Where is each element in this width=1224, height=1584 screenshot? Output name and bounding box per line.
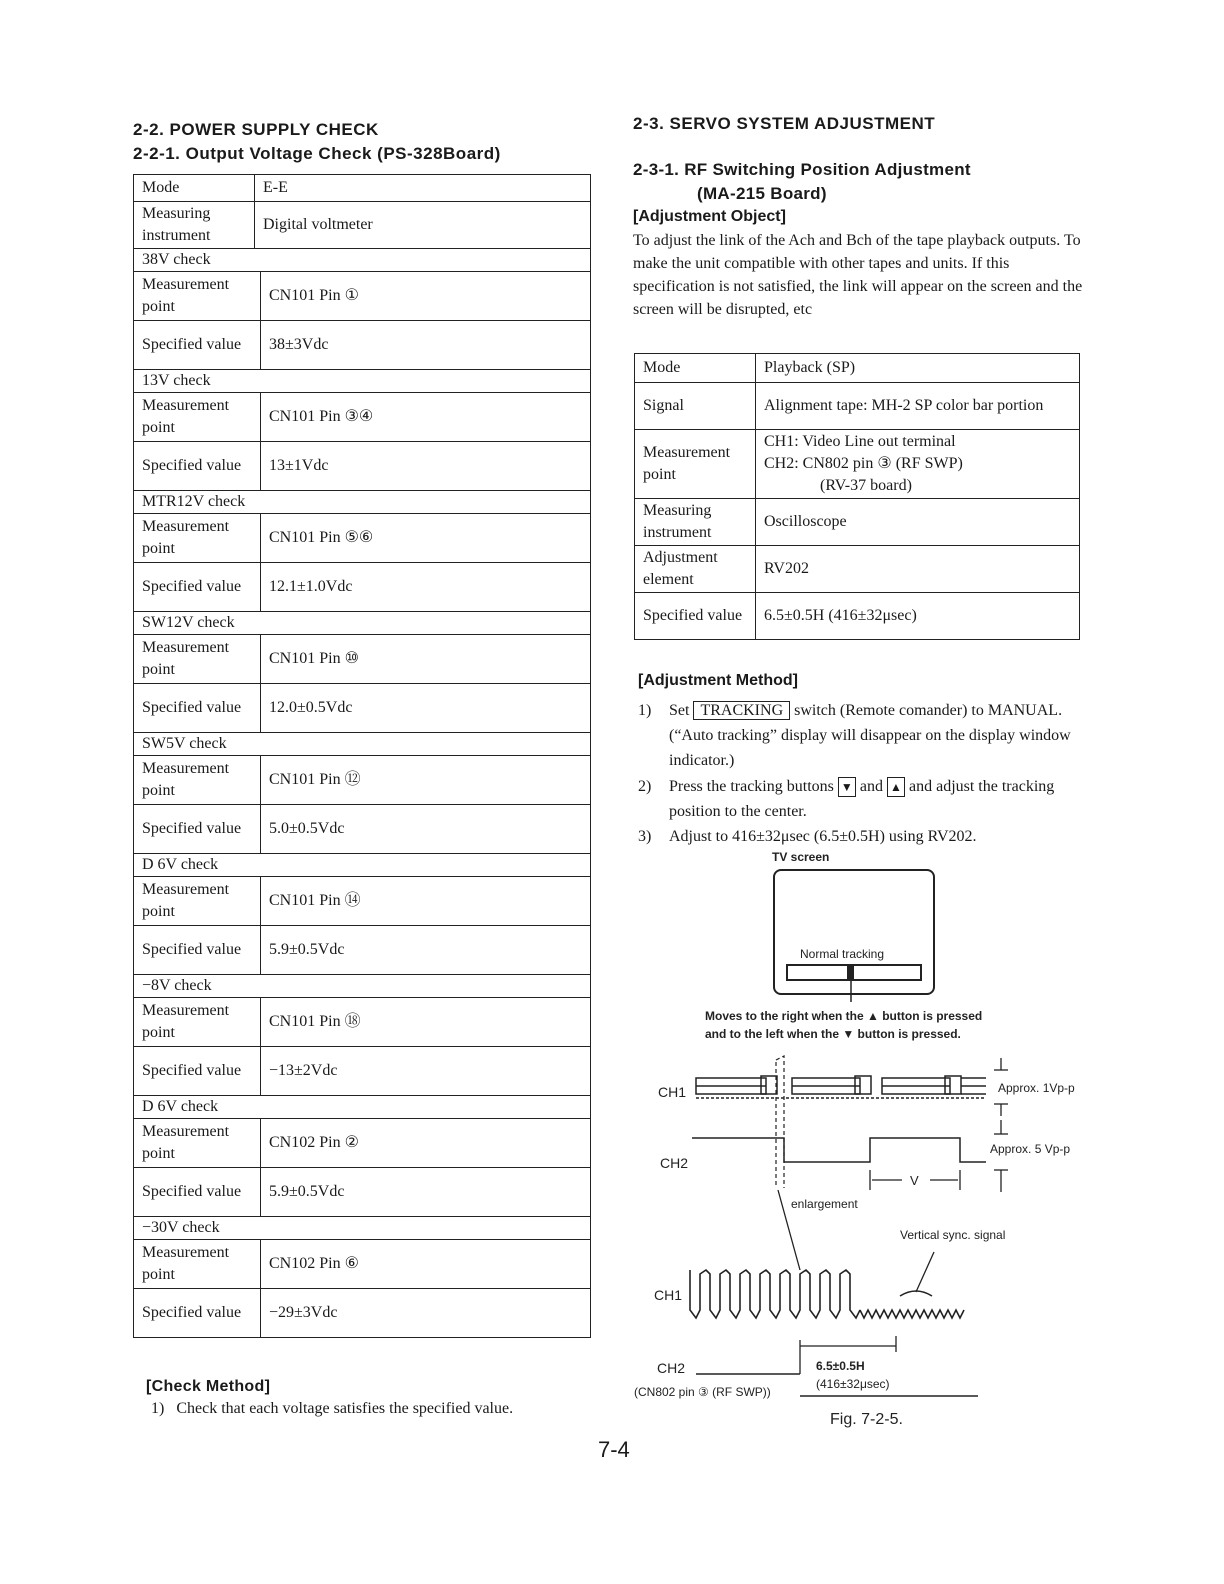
check-name: SW12V check <box>134 612 591 635</box>
check-section-row <box>134 491 591 514</box>
sv-spec-label: Specified value <box>635 593 756 640</box>
step-3-text: Adjust to 416±32μsec (6.5±0.5H) using RV202. <box>669 828 977 845</box>
section-title-servo: 2-3. SERVO SYSTEM ADJUSTMENT <box>633 114 936 133</box>
specified-value: 12.0±0.5Vdc <box>261 684 591 733</box>
measurement-point-value: CN101 Pin ⑱ <box>261 998 591 1047</box>
sv-element-label: Adjustment element <box>635 546 756 593</box>
check-name: 13V check <box>134 370 591 393</box>
measurement-point-label: Measurement point <box>134 998 261 1047</box>
check-value-row <box>134 563 591 612</box>
specified-value: 5.9±0.5Vdc <box>261 1168 591 1217</box>
ch1-label: CH1 <box>658 1084 687 1100</box>
power-check-table <box>133 174 591 249</box>
check-point-row <box>134 998 591 1047</box>
ch2-bottom-label: CH2 <box>657 1360 686 1376</box>
subsection-title-rf-switching: 2-3-1. RF Switching Position Adjustment <box>633 160 971 179</box>
specified-value-label: Specified value <box>134 1047 261 1096</box>
check-point-row <box>134 1240 591 1289</box>
step-2-mid: and <box>859 778 883 795</box>
servo-adjust-table <box>634 353 1080 640</box>
measurement-point-value: CN102 Pin ② <box>261 1119 591 1168</box>
check-value-row <box>134 1168 591 1217</box>
spec-h-label: 6.5±0.5H <box>816 1359 865 1373</box>
figure-caption: Fig. 7-2-5. <box>830 1411 903 1428</box>
check-name: MTR12V check <box>134 491 591 514</box>
sv-point-line2: CH2: CN802 pin ③ (RF SWP) <box>764 455 963 472</box>
approx-1vpp-label: Approx. 1Vp-p <box>998 1081 1075 1095</box>
check-value-row <box>134 926 591 975</box>
check-section-row <box>134 854 591 877</box>
check-point-row <box>134 756 591 805</box>
sv-signal-label: Signal <box>635 383 756 430</box>
normal-tracking-label: Normal tracking <box>800 947 885 961</box>
sv-spec-value: 6.5±0.5H (416±32μsec) <box>756 593 1080 640</box>
specified-value: 12.1±1.0Vdc <box>261 563 591 612</box>
instrument-label: Measuring instrument <box>134 202 255 249</box>
check-section-row <box>134 612 591 635</box>
check-point-row <box>134 272 591 321</box>
check-value-row <box>134 684 591 733</box>
instrument-value: Digital voltmeter <box>255 202 591 249</box>
specified-value-label: Specified value <box>134 684 261 733</box>
measurement-point-label: Measurement point <box>134 1119 261 1168</box>
check-value-row <box>134 1289 591 1338</box>
specified-value-label: Specified value <box>134 563 261 612</box>
specified-value: −13±2Vdc <box>261 1047 591 1096</box>
adjustment-object-title: [Adjustment Object] <box>633 208 786 225</box>
check-name: D 6V check <box>134 1096 591 1119</box>
measurement-point-value: CN102 Pin ⑥ <box>261 1240 591 1289</box>
specified-value: −29±3Vdc <box>261 1289 591 1338</box>
tracking-marker <box>847 965 854 980</box>
section-title-power-supply: 2-2. POWER SUPPLY CHECK <box>133 120 379 139</box>
ch1-enlarged-label: CH1 <box>654 1287 683 1303</box>
specified-value-label: Specified value <box>134 926 261 975</box>
check-value-row <box>134 805 591 854</box>
check-name: SW5V check <box>134 733 591 756</box>
ch2-label: CH2 <box>660 1155 689 1171</box>
measurement-point-label: Measurement point <box>134 877 261 926</box>
specified-value: 13±1Vdc <box>261 442 591 491</box>
tracking-button: TRACKING <box>693 701 790 720</box>
subsection-title-output-voltage: 2-2-1. Output Voltage Check (PS-328Board) <box>133 144 501 163</box>
check-section-row <box>134 733 591 756</box>
measurement-point-value: CN101 Pin ⑫ <box>261 756 591 805</box>
check-section-row <box>134 1217 591 1240</box>
specified-value: 38±3Vdc <box>261 321 591 370</box>
specified-value-label: Specified value <box>134 1168 261 1217</box>
specified-value-label: Specified value <box>134 1289 261 1338</box>
mode-label: Mode <box>134 175 255 202</box>
specified-value-label: Specified value <box>134 442 261 491</box>
step-2-text <box>669 774 1084 824</box>
specified-value: 5.0±0.5Vdc <box>261 805 591 854</box>
spec-us-label: (416±32μsec) <box>816 1377 890 1391</box>
vertical-sync-label: Vertical sync. signal <box>900 1228 1006 1242</box>
amplitude-marker-5v <box>994 1120 1008 1192</box>
measurement-point-value: CN101 Pin ③④ <box>261 393 591 442</box>
check-section-row <box>134 1096 591 1119</box>
waveform-figure <box>620 840 1100 1436</box>
specified-value-label: Specified value <box>134 321 261 370</box>
adjustment-method-title: [Adjustment Method] <box>638 672 798 689</box>
sv-mode-label: Mode <box>635 354 756 383</box>
measurement-point-label: Measurement point <box>134 635 261 684</box>
check-point-row <box>134 877 591 926</box>
ch1-waveform <box>696 1076 986 1098</box>
check-point-row <box>134 514 591 563</box>
check-method-step <box>151 1400 513 1418</box>
measurement-point-label: Measurement point <box>134 393 261 442</box>
sv-element-value: RV202 <box>756 546 1080 593</box>
measurement-point-label: Measurement point <box>134 756 261 805</box>
tracking-up-button-icon: ▲ <box>887 777 905 797</box>
specified-value-label: Specified value <box>134 805 261 854</box>
sv-mode-value: Playback (SP) <box>756 354 1080 383</box>
measurement-point-value: CN101 Pin ⑩ <box>261 635 591 684</box>
mode-value: E-E <box>255 175 591 202</box>
vertical-sync-pointer <box>916 1252 934 1292</box>
tracking-down-button-icon: ▼ <box>838 777 856 797</box>
sv-point-line1: CH1: Video Line out terminal <box>764 433 956 450</box>
check-point-row <box>134 1119 591 1168</box>
ch2-waveform <box>692 1138 986 1162</box>
ch2-bottom-note: (CN802 pin ③ (RF SWP)) <box>634 1385 771 1399</box>
subsection-title-board: (MA-215 Board) <box>697 184 827 203</box>
check-section-row <box>134 370 591 393</box>
specified-value: 5.9±0.5Vdc <box>261 926 591 975</box>
measurement-point-label: Measurement point <box>134 514 261 563</box>
sv-point-line3: (RV-37 board) <box>820 477 912 494</box>
check-step-text: Check that each voltage satisfies the specified value. <box>176 1400 514 1417</box>
check-name: −30V check <box>134 1217 591 1240</box>
check-name: 38V check <box>134 249 591 272</box>
sv-point-value <box>756 430 1080 499</box>
measurement-point-value: CN101 Pin ⑭ <box>261 877 591 926</box>
step-2-pre: Press the tracking buttons <box>669 778 834 795</box>
check-name: D 6V check <box>134 854 591 877</box>
tv-screen-label: TV screen <box>772 850 830 864</box>
moves-line-2: and to the left when the ▼ button is pressed. <box>705 1027 961 1041</box>
step-3-number: 3) <box>638 828 652 845</box>
check-section-row <box>134 249 591 272</box>
v-label: V <box>910 1173 919 1188</box>
step-1-number: 1) <box>638 702 652 719</box>
sv-instrument-label: Measuring instrument <box>635 499 756 546</box>
step-1-text <box>669 698 1084 773</box>
page-number: 7-4 <box>598 1437 630 1462</box>
measurement-point-label: Measurement point <box>134 1240 261 1289</box>
measurement-point-label: Measurement point <box>134 272 261 321</box>
check-value-row <box>134 442 591 491</box>
power-check-rows <box>133 248 591 1338</box>
measurement-point-value: CN101 Pin ⑤⑥ <box>261 514 591 563</box>
check-value-row <box>134 1047 591 1096</box>
moves-line-1: Moves to the right when the ▲ button is pressed <box>705 1009 983 1023</box>
adjustment-object-text: To adjust the link of the Ach and Bch of the tape playback outputs. To make the unit compatible with other tapes and units. If this specification is not satisfied, the link will appear on the screen and the screen will be disrupted, etc <box>633 232 1083 318</box>
step-1-pre: Set <box>669 702 690 719</box>
check-point-row <box>134 393 591 442</box>
check-value-row <box>134 321 591 370</box>
sv-point-label: Measurement point <box>635 430 756 499</box>
check-method-title: [Check Method] <box>146 1378 271 1395</box>
sv-instrument-value: Oscilloscope <box>756 499 1080 546</box>
enlargement-label: enlargement <box>791 1197 858 1211</box>
check-point-row <box>134 635 591 684</box>
check-section-row <box>134 975 591 998</box>
check-step-number: 1) <box>151 1400 165 1417</box>
sv-signal-value: Alignment tape: MH-2 SP color bar portion <box>756 383 1080 430</box>
step-1-post: switch (Remote comander) to MANUAL. (“Auto tracking” display will disappear on the display window indicator.) <box>669 702 1071 769</box>
step-2-number: 2) <box>638 778 652 795</box>
measurement-point-value: CN101 Pin ① <box>261 272 591 321</box>
check-name: −8V check <box>134 975 591 998</box>
approx-5vpp-label: Approx. 5 Vp-p <box>990 1142 1071 1156</box>
step-2-post: and adjust the tracking position to the center. <box>669 778 1055 820</box>
